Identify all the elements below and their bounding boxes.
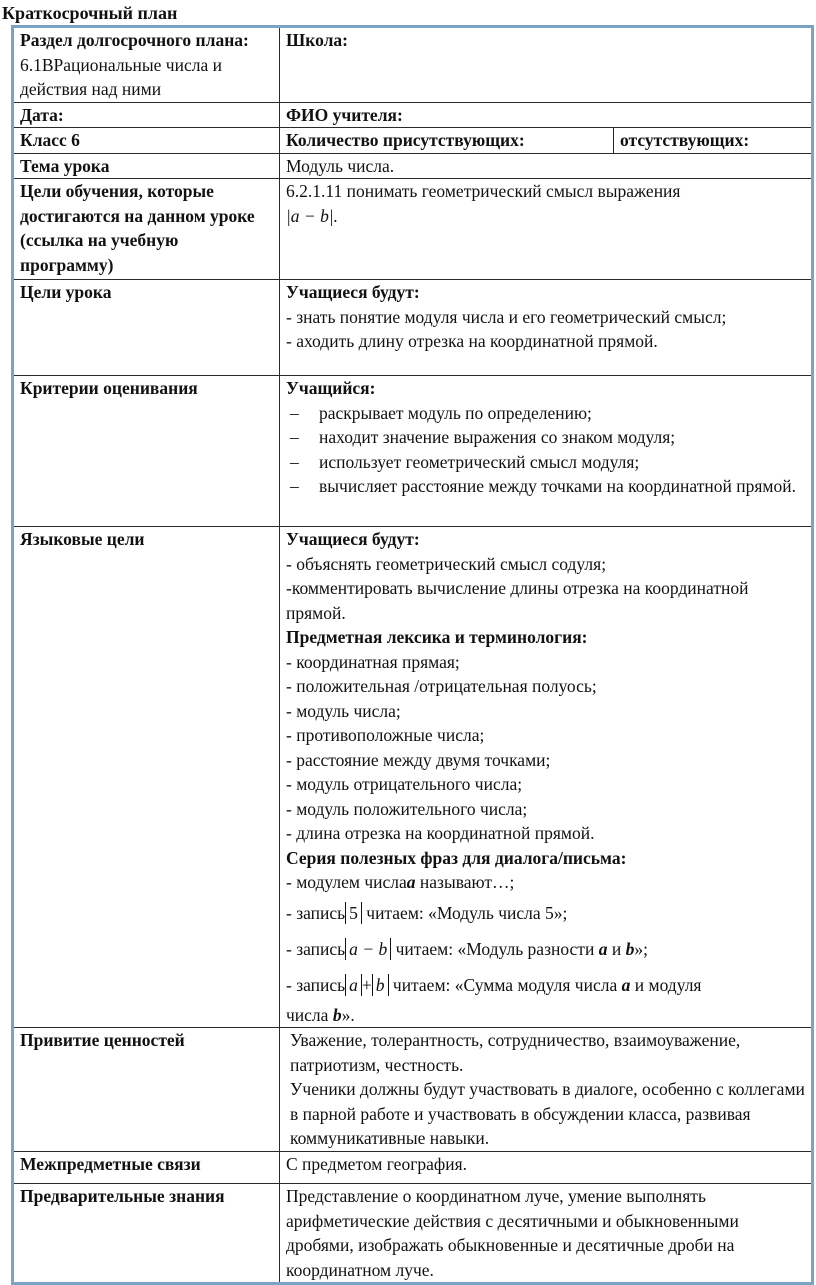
criteria-item: – использует геометрический смысл модуля; (286, 450, 805, 475)
criteria-item: – раскрывает модуль по определению; (286, 401, 805, 426)
cross-label: Межпредметные связи (13, 1152, 280, 1184)
vocab-item: - модуль положительного числа; (286, 798, 528, 819)
criteria-item: – вычисляет расстояние между точками на координатной прямой. (286, 474, 805, 499)
cross-value: С предметом география. (280, 1152, 813, 1184)
row-topic (13, 153, 813, 179)
date-label: Дата: (13, 102, 280, 128)
values-label: Привитие ценностей (13, 1028, 280, 1152)
vocab-item: - модуль числа; (286, 700, 401, 721)
values-paragraph: Ученики должны будут участвовать в диалоге, особенно с коллегами в парной работе и участвовать в обсуждении класса, развивая коммуникативные навыки. (290, 1079, 805, 1148)
lesson-goals-cell (280, 280, 813, 376)
present-label: Количество присутствующих: (280, 128, 614, 154)
dash-bullet-icon: – (290, 427, 299, 447)
lesson-goals-line: - аходить длину отрезка на координатной прямой. (286, 331, 658, 351)
language-line: - объяснять геометрический смысл содуля; (286, 553, 607, 574)
row-date (13, 102, 813, 128)
objectives-expression: |a − b|. (286, 205, 339, 226)
objectives-value: 6.2.1.11 понимать геометрический смысл выражения (286, 181, 681, 201)
values-paragraph: Уважение, толерантность, сотрудничество, взаимоуважение, патриотизм, честность. (290, 1030, 741, 1075)
dash-bullet-icon: – (290, 451, 299, 472)
lesson-plan-table (11, 25, 814, 1285)
phrase-line: - модулем числаa называют…; (286, 872, 515, 892)
absolute-value-expression: 5 (345, 902, 362, 924)
absolute-value-expression: b (372, 974, 389, 996)
phrase-line: - запись a + b читаем: «Сумма модуля числа a и модуля (286, 974, 702, 995)
row-section (13, 27, 813, 103)
objectives-value-cell (280, 179, 813, 280)
document-title: Краткосрочный план (2, 3, 178, 23)
teacher-label: ФИО учителя: (280, 102, 813, 128)
vocab-item: - положительная /отрицательная полуось; (286, 676, 597, 696)
criteria-list (286, 401, 805, 499)
vocab-item: - координатная прямая; (286, 651, 460, 672)
lesson-goals-line: - знать понятие модуля числа и его геометрический смысл; (286, 306, 727, 327)
dash-bullet-icon: – (290, 476, 299, 496)
criteria-label: Критерии оценивания (13, 376, 280, 527)
phrases-heading: Серия полезных фраз для диалога/письма: (286, 847, 627, 868)
criteria-heading: Учащийся: (286, 378, 376, 398)
phrase-line: числа b». (286, 1004, 355, 1025)
row-cross-subject (13, 1152, 813, 1184)
section-label-cell (13, 27, 280, 103)
prior-value: Представление о координатном луче, умение выполнять арифметические действия с десятичными и обыкновенными дробями, изображать обыкновенные и десятичные дроби на координатном луче. (280, 1184, 813, 1284)
grade-label: Класс 6 (13, 128, 280, 154)
row-prior-knowledge (13, 1184, 813, 1284)
language-label: Языковые цели (13, 527, 280, 1028)
section-value: 6.1ВРациональные числа и действия над ними (20, 54, 222, 99)
absent-label: отсутствующих: (614, 128, 813, 154)
language-cell (280, 527, 813, 1028)
language-heading: Учащиеся будут: (286, 529, 420, 549)
objectives-label: Цели обучения, которые достигаются на данном уроке (ссылка на учебную программу) (13, 179, 280, 280)
vocab-heading: Предметная лексика и терминология: (286, 627, 588, 647)
absolute-value-expression: a (345, 974, 362, 996)
topic-label: Тема урока (13, 153, 280, 179)
lesson-goals-label: Цели урока (13, 280, 280, 376)
section-label: Раздел долгосрочного плана: (20, 30, 249, 50)
criteria-item: – находит значение выражения со знаком модуля; (286, 425, 805, 450)
vocab-item: - длина отрезка на координатной прямой. (286, 823, 595, 843)
phrase-line: - запись 5 читаем: «Модуль числа 5»; (286, 902, 568, 923)
lesson-goals-heading: Учащиеся будут: (286, 282, 420, 302)
prior-label: Предварительные знания (13, 1184, 280, 1284)
phrase-line: - запись a − b читаем: «Модуль разности a и b»; (286, 938, 648, 959)
row-grade (13, 128, 813, 154)
criteria-cell (280, 376, 813, 527)
school-label: Школа: (286, 30, 348, 50)
row-language (13, 527, 813, 1028)
language-line: -комментировать вычисление длины отрезка на координатной прямой. (286, 578, 749, 623)
vocab-item: - противоположные числа; (286, 725, 485, 745)
values-cell (280, 1028, 813, 1152)
vocab-item: - модуль отрицательного числа; (286, 774, 523, 794)
topic-value: Модуль числа. (280, 153, 813, 179)
row-values (13, 1028, 813, 1152)
vocab-item: - расстояние между двумя точками; (286, 749, 551, 770)
school-cell (280, 27, 813, 103)
row-lesson-goals (13, 280, 813, 376)
row-criteria (13, 376, 813, 527)
absolute-value-expression: a − b (345, 938, 391, 960)
row-objectives (13, 179, 813, 280)
dash-bullet-icon: – (290, 402, 299, 423)
